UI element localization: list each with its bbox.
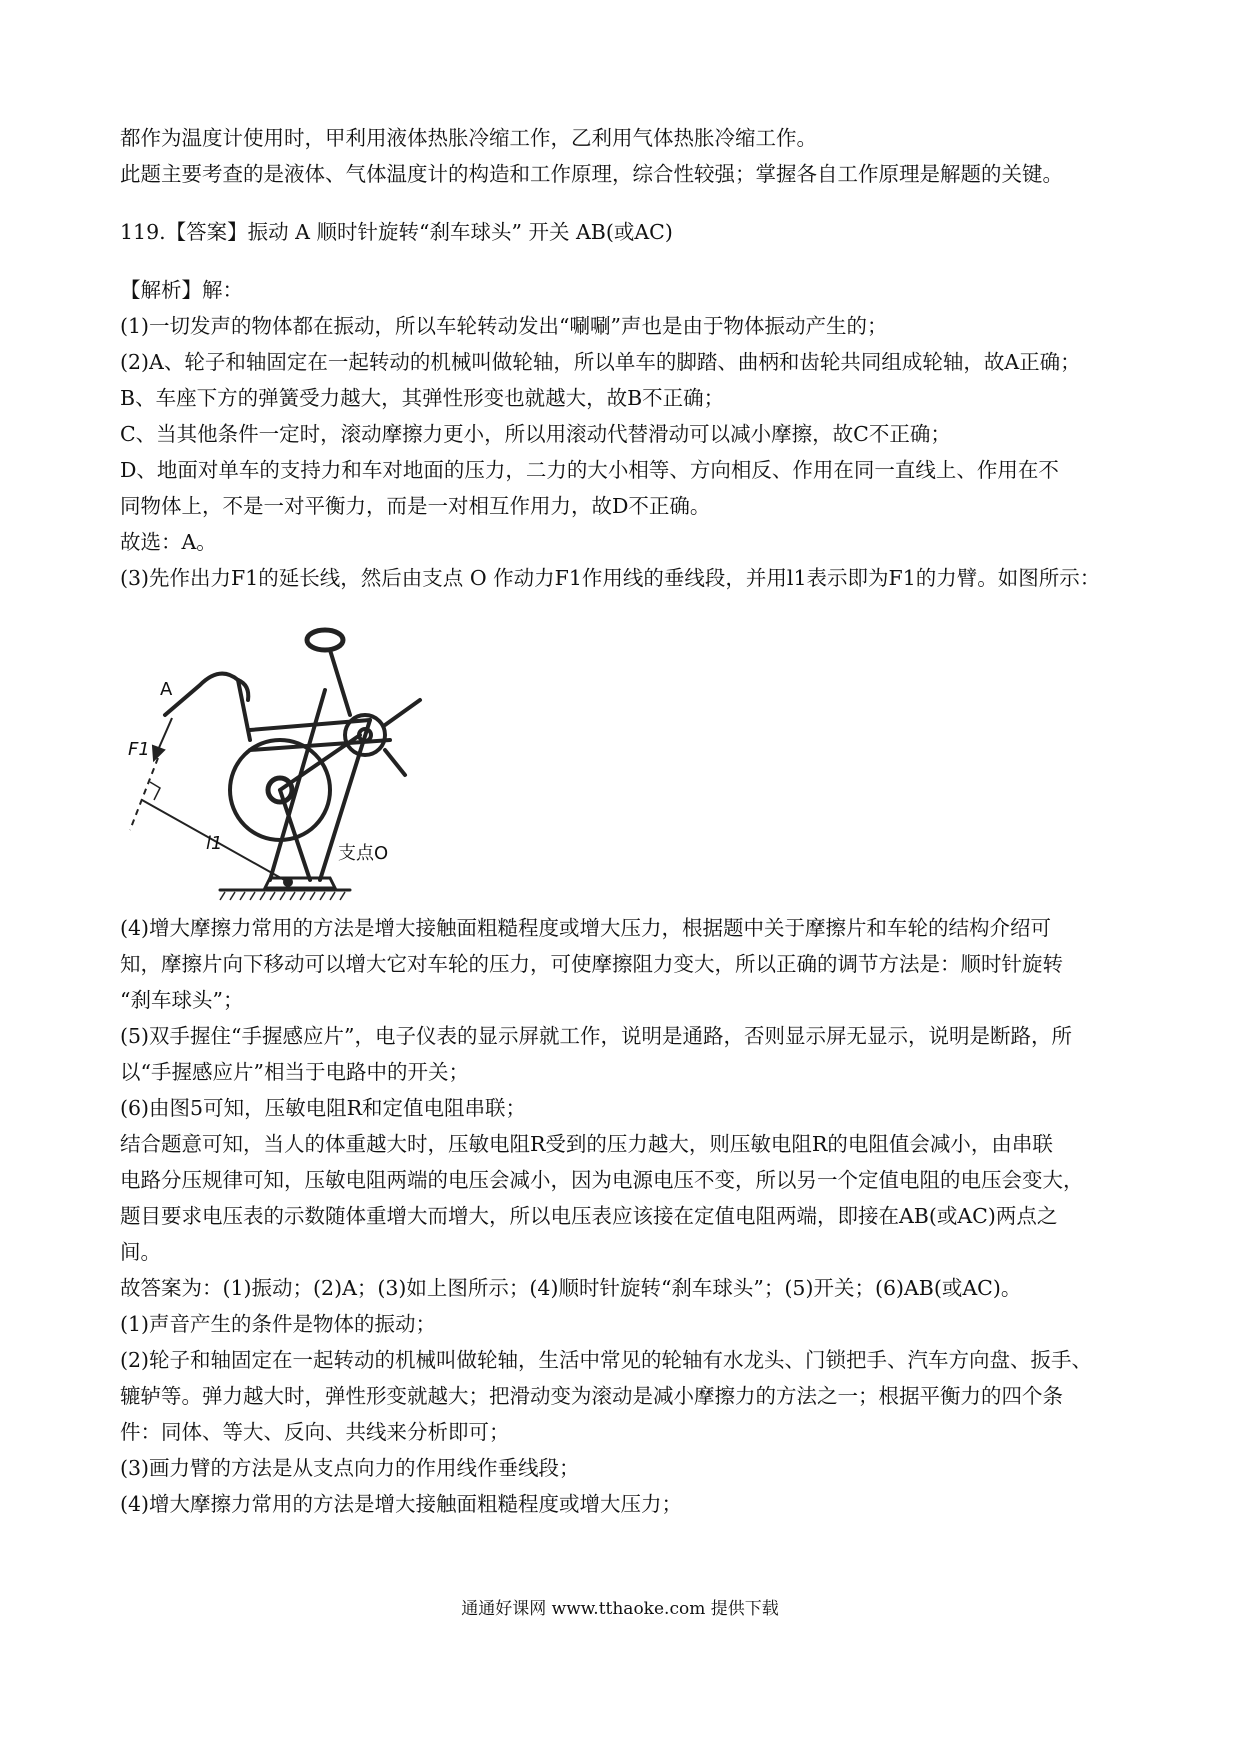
text-line: (4)增大摩擦力常用的方法是增大接触面粗糙程度或增大压力，根据题中关于摩擦片和车轮的结构介绍可 bbox=[120, 916, 1052, 940]
text-line: (5)双手握住“手握感应片”，电子仪表的显示屏就工作，说明是通路，否则显示屏无显示，说明是断路，所 bbox=[120, 1024, 1072, 1048]
text-line: (6)由图5可知，压敏电阻R和定值电阻串联； bbox=[120, 1096, 527, 1120]
page-footer: 通通好课网 www.tthaoke.com 提供下载 bbox=[461, 1599, 779, 1619]
text-line: 都作为温度计使用时，甲利用液体热胀冷缩工作，乙利用气体热胀冷缩工作。 bbox=[120, 126, 817, 150]
text-line: 题目要求电压表的示数随体重增大而增大，所以电压表应该接在定值电阻两端，即接在AB(或AC)两点之 bbox=[120, 1204, 1058, 1228]
text-line: “刹车球头”； bbox=[120, 988, 244, 1012]
analysis-heading: 【解析】解： bbox=[120, 278, 243, 302]
label-a: A bbox=[160, 679, 173, 700]
text-line: (1)一切发声的物体都在振动，所以车轮转动发出“唰唰”声也是由于物体振动产生的； bbox=[120, 314, 888, 338]
text-line: (1)声音产生的条件是物体的振动； bbox=[120, 1312, 437, 1336]
text-line: D、地面对单车的支持力和车对地面的压力，二力的大小相等、方向相反、作用在同一直线上、作用在不 bbox=[120, 458, 1059, 482]
text-line: B、车座下方的弹簧受力越大，其弹性形变也就越大，故B不正确； bbox=[120, 386, 725, 410]
bicycle-lever-figure bbox=[120, 610, 440, 910]
label-l1: l1 bbox=[206, 833, 223, 854]
text-line: (2)轮子和轴固定在一起转动的机械叫做轮轴，生活中常见的轮轴有水龙头、门锁把手、汽车方向盘、扳手、 bbox=[120, 1348, 1093, 1372]
text-line: (4)增大摩擦力常用的方法是增大接触面粗糙程度或增大压力； bbox=[120, 1492, 683, 1516]
label-pivot: 支点O bbox=[338, 843, 389, 864]
text-line: 故答案为：(1)振动；(2)A；(3)如上图所示；(4)顺时针旋转“刹车球头”；(5)开关；(6)AB(或AC)。 bbox=[120, 1276, 1022, 1300]
text-line: C、当其他条件一定时，滚动摩擦力更小，所以用滚动代替滑动可以减小摩擦，故C不正确； bbox=[120, 422, 951, 446]
text-line: 同物体上，不是一对平衡力，而是一对相互作用力，故D不正确。 bbox=[120, 494, 711, 518]
bicycle-drawing bbox=[120, 610, 440, 910]
answer-line: 119.【答案】振动 A 顺时针旋转“刹车球头” 开关 AB(或AC) bbox=[120, 220, 673, 244]
label-f1: F1 bbox=[128, 739, 150, 760]
text-line: 结合题意可知，当人的体重越大时，压敏电阻R受到的压力越大，则压敏电阻R的电阻值会减小，由串联 bbox=[120, 1132, 1053, 1156]
text-line: 辘轳等。弹力越大时，弹性形变就越大；把滑动变为滚动是减小摩擦力的方法之一；根据平衡力的四个条 bbox=[120, 1384, 1063, 1408]
text-line: (3)先作出力F1的延长线，然后由支点 O 作动力F1作用线的垂线段，并用l1表示即为F1的力臂。如图所示： bbox=[120, 566, 1101, 590]
text-line: (2)A、轮子和轴固定在一起转动的机械叫做轮轴，所以单车的脚踏、曲柄和齿轮共同组成轮轴，故A正确； bbox=[120, 350, 1081, 374]
text-line: (3)画力臂的方法是从支点向力的作用线作垂线段； bbox=[120, 1456, 580, 1480]
text-line: 此题主要考查的是液体、气体温度计的构造和工作原理，综合性较强；掌握各自工作原理是解题的关键。 bbox=[120, 162, 1063, 186]
text-line: 以“手握感应片”相当于电路中的开关； bbox=[120, 1060, 469, 1084]
document-body bbox=[120, 120, 1130, 1522]
text-line: 知，摩擦片向下移动可以增大它对车轮的压力，可使摩擦阻力变大，所以正确的调节方法是：顺时针旋转 bbox=[120, 952, 1063, 976]
text-line: 件：同体、等大、反向、共线来分析即可； bbox=[120, 1420, 510, 1444]
text-line: 故选：A。 bbox=[120, 530, 217, 554]
text-line: 电路分压规律可知，压敏电阻两端的电压会减小，因为电源电压不变，所以另一个定值电阻的电压会变大， bbox=[120, 1168, 1084, 1192]
text-line: 间。 bbox=[120, 1240, 161, 1264]
